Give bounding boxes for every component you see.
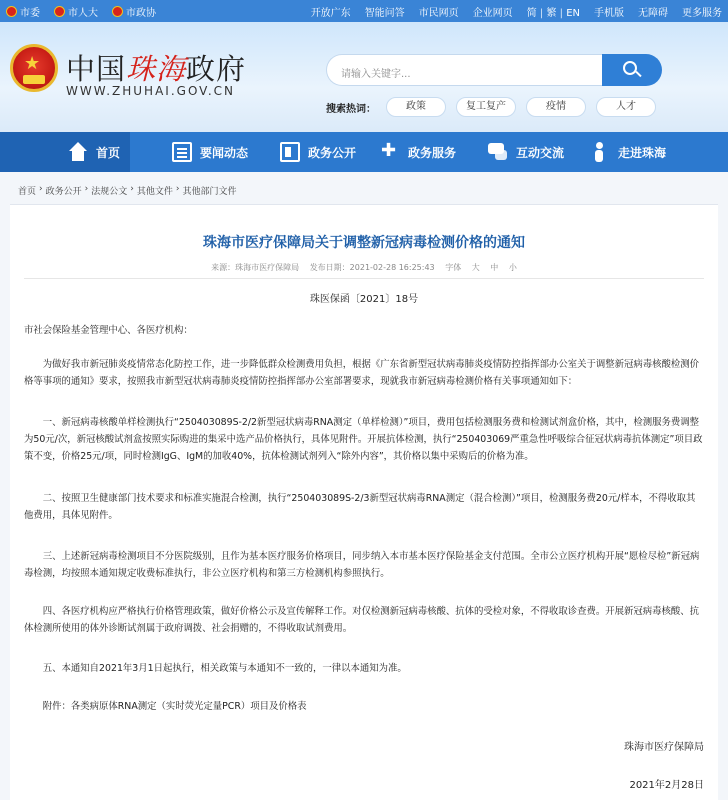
nav-item-news[interactable]	[130, 132, 254, 172]
nav-label: 要闻动态	[200, 145, 249, 160]
font-size-small[interactable]: 小	[508, 263, 517, 272]
walk-icon	[590, 142, 610, 162]
hot-word-policy[interactable]: 政策	[386, 97, 446, 117]
topbar-link-party[interactable]	[6, 4, 40, 19]
search-bar	[326, 54, 662, 86]
article-salutation: 市社会保险基金管理中心、各医疗机构：	[24, 325, 193, 336]
article-attachment[interactable]: 附件：各类病原体RNA测定（实时荧光定量PCR）项目及价格表	[42, 701, 307, 712]
article-title: 珠海市医疗保障局关于调整新冠病毒检测价格的通知	[203, 235, 525, 251]
topbar-link-mobile[interactable]: 手机版	[594, 8, 624, 19]
breadcrumb-regulations[interactable]: 法规公文	[91, 187, 128, 197]
nav-label: 首页	[96, 145, 121, 160]
national-emblem-logo	[10, 44, 58, 92]
topbar-link-label: 市委	[20, 8, 40, 19]
breadcrumb-separator: ›	[175, 184, 180, 194]
service-icon	[380, 142, 400, 162]
topbar-link-cppcc[interactable]	[112, 4, 156, 19]
site-domain: WWW.ZHUHAI.GOV.CN	[66, 84, 236, 98]
hot-word-talent[interactable]: 人才	[596, 97, 656, 117]
divider	[24, 278, 704, 279]
breadcrumb-separator: ›	[84, 184, 89, 194]
site-logo-text[interactable]	[66, 47, 246, 88]
search-button[interactable]	[602, 54, 662, 86]
search-input[interactable]: 请输入关键字...	[326, 54, 604, 86]
article-meta	[0, 262, 728, 273]
lang-traditional[interactable]: 繁	[546, 8, 557, 19]
article-paragraph-1: 一、新冠病毒核酸单样检测执行“250403089S-2/2新型冠状病毒RNA测定（单样检测）”项目，费用包括检测服务费和检测试剂盒价格，其中，检测服务费调整为50元/次，新冠核酸试剂盒按照实际购进的集采中选产品价格执行，具体见附件。开展抗体检测，执行“250403069严重急性呼吸综合征冠状病毒抗体测定”项目政策不变，价格25元/项，同时检测IgG、IgM的加收40%，抗体检测试剂列入“除外内容”，其价格以集中采购后的价格为准。	[24, 417, 703, 462]
lang-english[interactable]: EN	[566, 8, 580, 19]
site-header	[0, 22, 728, 132]
nav-label: 互动交流	[516, 145, 565, 160]
nav-label: 政务服务	[408, 145, 457, 160]
font-size-medium[interactable]: 中	[490, 263, 499, 272]
main-nav	[0, 132, 728, 172]
hot-search-label: 搜索热词：	[326, 103, 376, 115]
emblem-icon	[112, 6, 123, 17]
home-icon	[68, 142, 88, 162]
emblem-base	[23, 75, 45, 84]
breadcrumb-other-dept-files[interactable]: 其他部门文件	[182, 187, 237, 197]
nav-label: 走进珠海	[618, 145, 667, 160]
article-date: 发布日期：2021-02-28 16:25:43	[309, 263, 435, 272]
star-icon: ★	[24, 53, 41, 74]
article-paragraph-2: 二、按照卫生健康部门技术要求和标准实施混合检测，执行“250403089S-2/3新型冠状病毒RNA测定（混合检测）”项目，检测服务费20元/样本，不得收取其他费用，具体见附件。	[24, 493, 696, 521]
hot-word-resume-work[interactable]: 复工复产	[456, 97, 516, 117]
brand-part: 中国	[66, 52, 127, 86]
breadcrumb-other-files[interactable]: 其他文件	[136, 187, 173, 197]
document-number: 珠医保函〔2021〕18号	[309, 294, 419, 305]
topbar-link-congress[interactable]	[54, 4, 98, 19]
hot-search-words	[326, 97, 656, 117]
breadcrumb-gov-open[interactable]: 政务公开	[45, 187, 82, 197]
brand-part: 政府	[186, 52, 247, 86]
nav-item-government-service[interactable]	[362, 132, 474, 172]
topbar-link-label: 市政协	[126, 8, 156, 19]
article-sign-date: 2021年2月28日	[629, 780, 704, 791]
search-icon	[623, 61, 637, 75]
article-paragraph-4: 四、各医疗机构应严格执行价格管理政策，做好价格公示及宣传解释工作。对仅检测新冠病毒核酸、抗体的受检对象，不得收取诊查费。开展新冠病毒核酸、抗体检测所使用的体外诊断试剂属于政府调拨、社会捐赠的，不得收取试剂费用。	[24, 606, 700, 634]
brand-part-highlight: 珠海	[126, 52, 187, 86]
breadcrumb-separator: ›	[130, 184, 134, 194]
news-icon	[172, 142, 192, 162]
topbar-link-smart-qa[interactable]: 智能问答	[364, 8, 405, 19]
emblem-icon	[54, 6, 65, 17]
emblem-icon	[6, 6, 17, 17]
nav-item-government-open[interactable]	[254, 132, 362, 172]
article-paragraph-intro: 为做好我市新冠肺炎疫情常态化防控工作，进一步降低群众检测费用负担，根据《广东省新型冠状病毒肺炎疫情防控指挥部办公室关于调整新冠病毒核酸检测价格等事项的通知》要求，按照我市新型冠状病毒肺炎疫情防控指挥部办公室部署要求，现就我市新冠病毒检测价格有关事项通知如下：	[24, 359, 700, 387]
separator: |	[539, 8, 544, 19]
lang-simplified[interactable]: 简	[526, 8, 537, 19]
chat-icon	[488, 142, 508, 162]
topbar-link-accessibility[interactable]: 无障碍	[638, 8, 668, 19]
article-paragraph-5: 五、本通知自2021年3月1日起执行，相关政策与本通知不一致的，一律以本通知为准。	[42, 663, 407, 674]
article-signature: 珠海市医疗保障局	[624, 742, 704, 753]
search-icon-handle	[635, 71, 641, 77]
topbar-link-citizen[interactable]: 市民网页	[418, 8, 459, 19]
nav-label: 政务公开	[308, 145, 357, 160]
top-utility-bar	[0, 0, 728, 22]
separator: |	[559, 8, 563, 19]
nav-item-about-zhuhai[interactable]	[578, 132, 728, 172]
article-paragraph-3: 三、上述新冠病毒检测项目不分医院级别，且作为基本医疗服务价格项目，同步纳入本市基本医疗保险基金支付范围。全市公立医疗机构开展“愿检尽检”新冠病毒检测，均按照本通知规定收费标准执行，非公立医疗机构和第三方检测机构参照执行。	[24, 551, 700, 579]
hot-word-epidemic[interactable]: 疫情	[526, 97, 586, 117]
font-size-label: 字体	[445, 263, 462, 272]
topbar-link-enterprise[interactable]: 企业网页	[472, 8, 513, 19]
article-source: 来源：珠海市医疗保障局	[211, 263, 300, 272]
font-size-large[interactable]: 大	[471, 263, 480, 272]
open-government-icon	[280, 142, 300, 162]
topbar-link-more-services[interactable]: 更多服务	[682, 8, 722, 19]
breadcrumb-home[interactable]: 首页	[18, 187, 37, 197]
nav-item-home[interactable]	[0, 132, 130, 172]
topbar-link-label: 市人大	[68, 8, 98, 19]
breadcrumb	[18, 184, 237, 197]
breadcrumb-separator: ›	[39, 184, 43, 194]
nav-item-interaction[interactable]	[474, 132, 578, 172]
topbar-link-open-guangdong[interactable]: 开放广东	[310, 8, 351, 19]
